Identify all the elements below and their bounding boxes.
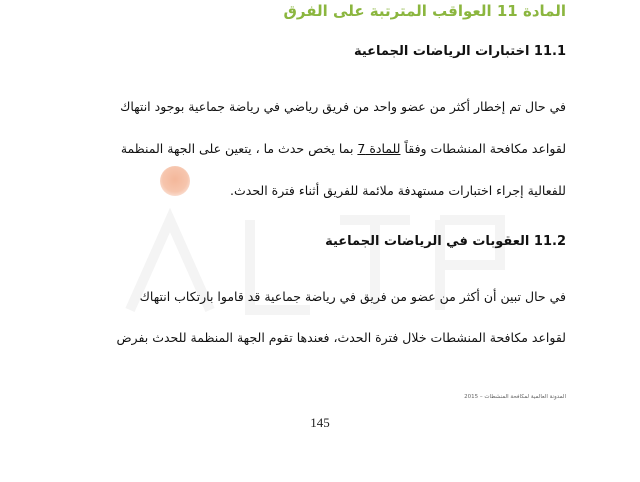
paragraph-text: لقواعد مكافحة المنشطات وفقاً [404, 141, 566, 156]
section-heading-11-2: 11.2 العقوبات في الرياضات الجماعية [325, 234, 566, 249]
section-heading-11-1: 11.1 اختبارات الرياضات الجماعية [353, 44, 566, 59]
paragraph-line [121, 141, 566, 156]
decorative-circle [160, 166, 190, 196]
article-7-link[interactable]: للمادة 7 [357, 141, 401, 156]
page-number: 145 [310, 415, 330, 430]
article-title: المادة 11 العواقب المترتبة على الفرق [283, 2, 566, 20]
footer-note: المدونة العالمية لمكافحة المنشطات – 2015 [464, 394, 566, 400]
paragraph-line: في حال تبين أن أكثر من عضو من فريق في رياضة جماعية قد قاموا بارتكاب انتهاك [139, 289, 566, 304]
paragraph-text: بما يخص حدث ما ، يتعين على الجهة المنظمة [120, 141, 354, 156]
paragraph-line: في حال تم إخطار أكثر من عضو واحد من فريق رياضي في رياضة جماعية بوجود انتهاك [120, 99, 566, 114]
paragraph-line: لقواعد مكافحة المنشطات خلال فترة الحدث، فعندها تقوم الجهة المنظمة للحدث بفرض [116, 330, 566, 345]
paragraph-line: للفعالية إجراء اختبارات مستهدفة ملائمة للفريق أثناء فترة الحدث. [230, 183, 566, 198]
watermark-logo [110, 180, 530, 350]
